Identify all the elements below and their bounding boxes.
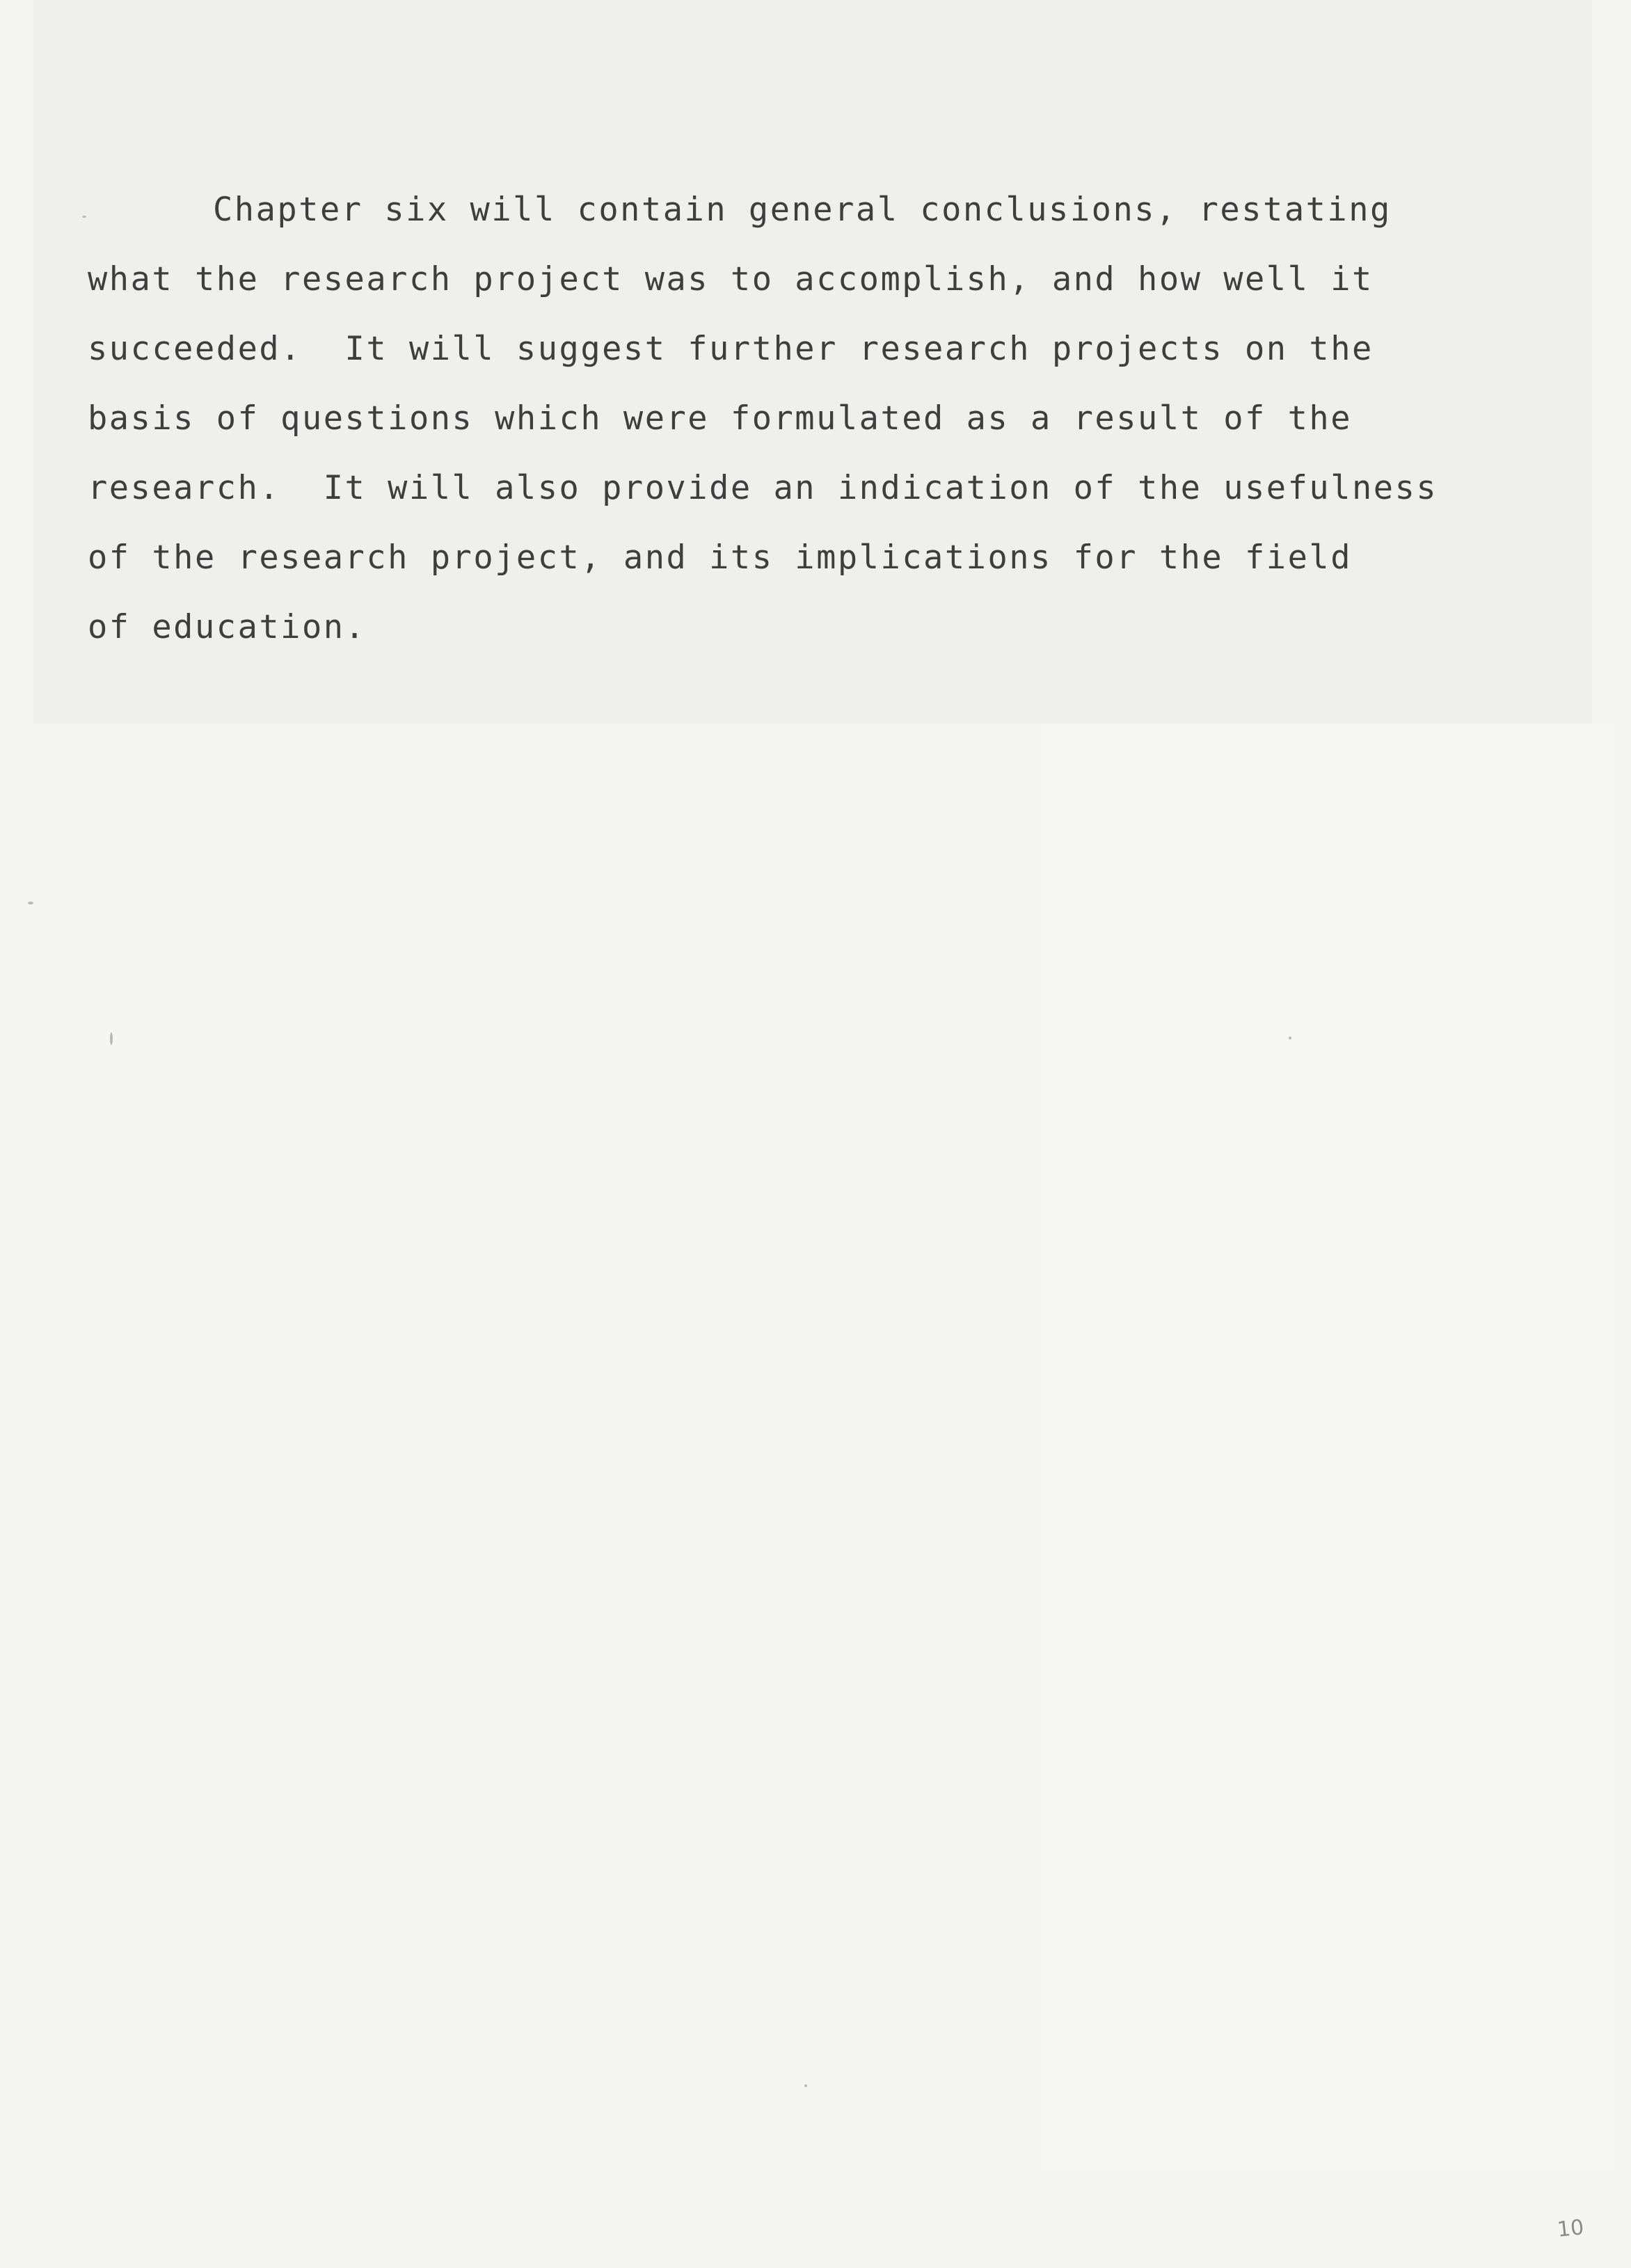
page-number: 10 <box>1556 2215 1585 2242</box>
paragraph-line: of the research project, and its implications for the field <box>88 538 1352 577</box>
paper-speck <box>82 216 86 218</box>
paper-speck <box>1289 1037 1291 1039</box>
paper-shading <box>1044 724 1614 2171</box>
paragraph-line: what the research project was to accomplish, and how well it <box>88 260 1374 298</box>
paragraph-line: research. It will also provide an indication of the usefulness <box>88 469 1438 507</box>
body-paragraph <box>88 175 1549 662</box>
paper-speck <box>110 1032 113 1045</box>
paper-speck <box>28 902 33 904</box>
paragraph-line: basis of questions which were formulated as a result of the <box>88 399 1352 438</box>
paragraph-line: succeeded. It will suggest further research projects on the <box>88 330 1374 368</box>
paper-speck <box>804 2084 807 2087</box>
paragraph-line: of education. <box>88 608 367 646</box>
paragraph-line: Chapter six will contain general conclusions, restating <box>213 191 1392 229</box>
